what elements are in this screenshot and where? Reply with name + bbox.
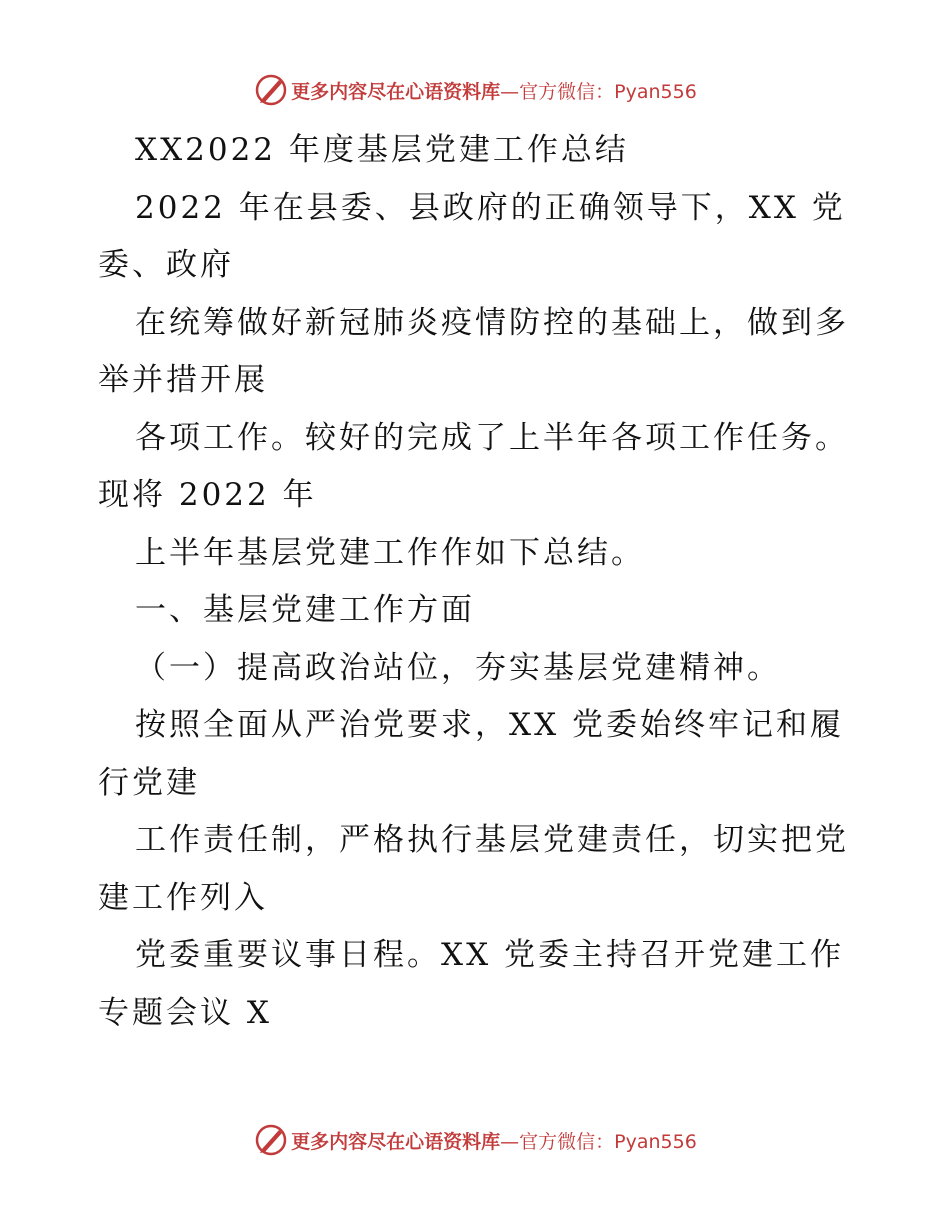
paragraph-line: 在统筹做好新冠肺炎疫情防控的基础上，做到多 (135, 304, 849, 341)
paragraph-line: 建工作列入 (98, 879, 268, 916)
paragraph-line: 行党建 (98, 764, 200, 801)
paragraph-line: 按照全面从严治党要求，XX 党委始终牢记和履 (135, 707, 844, 743)
paragraph-line: 工作责任制，严格执行基层党建责任，切实把党 (135, 822, 849, 858)
paragraph-line: 2022 年在县委、县政府的正确领导下，XX 党 (135, 189, 846, 226)
paragraph-line: 现将 2022 年 (98, 477, 317, 513)
pen-logo-icon (253, 72, 289, 108)
document-title: XX2022 年度基层党建工作总结 (135, 132, 629, 168)
document-body (98, 122, 858, 1042)
paragraph-line: 举并措开展 (98, 362, 268, 398)
paragraph-line: 专题会议 X (98, 994, 272, 1031)
paragraph-line: 党委重要议事日程。XX 党委主持召开党建工作 (135, 937, 844, 973)
paragraph-line: 委、政府 (98, 247, 234, 283)
paragraph-line: 上半年基层党建工作作如下总结。 (135, 534, 645, 571)
section-heading: 一、基层党建工作方面 (135, 592, 475, 628)
header-banner-text: 更多内容尽在心语资料库 (291, 80, 501, 103)
header-banner (0, 68, 950, 112)
paragraph-line: 各项工作。较好的完成了上半年各项工作任务。 (135, 419, 849, 456)
footer-banner-suffix: —官方微信：Pyan556 (500, 1130, 697, 1153)
footer-banner-text: 更多内容尽在心语资料库 (291, 1130, 501, 1153)
header-banner-suffix: —官方微信：Pyan556 (500, 80, 697, 103)
pen-logo-icon (253, 1122, 289, 1158)
subsection-heading: （一）提高政治站位，夯实基层党建精神。 (135, 649, 781, 686)
footer-banner (0, 1118, 950, 1162)
